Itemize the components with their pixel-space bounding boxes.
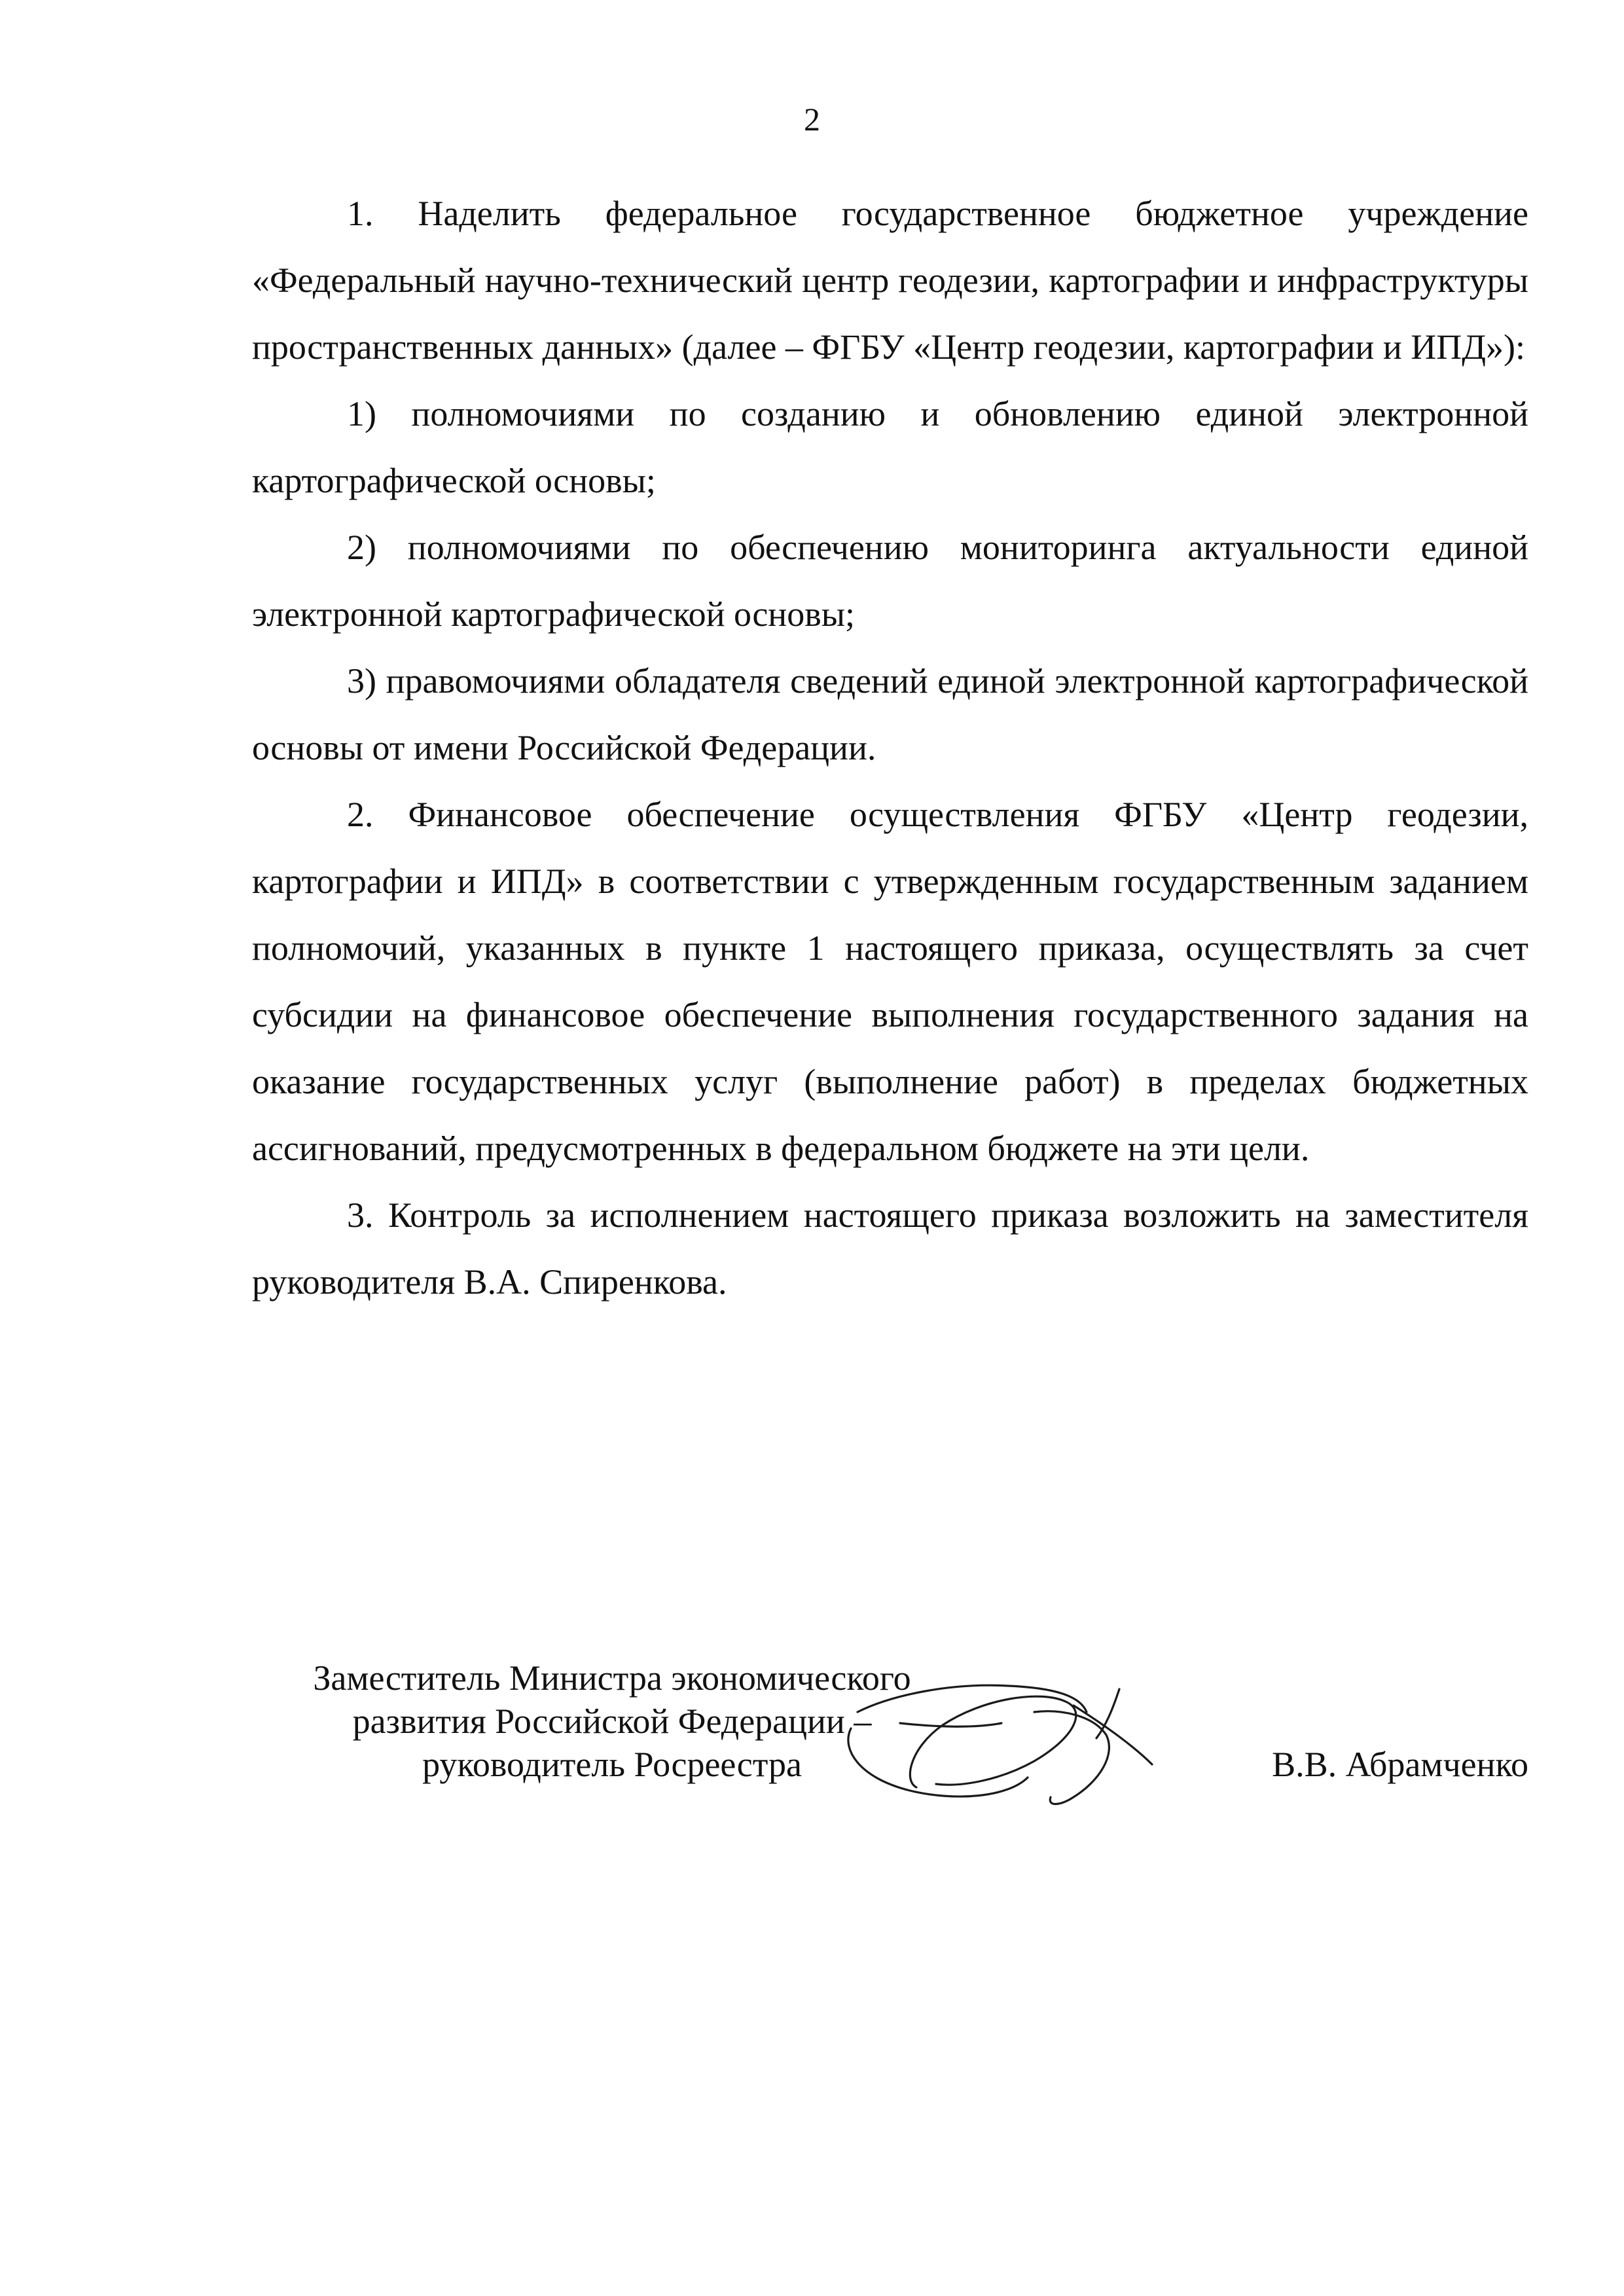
signatory-name: В.В. Абрамченко	[1272, 1745, 1528, 1784]
paragraph-subitem-2: 2) полномочиями по обеспечению мониторинга актуальности единой электронной картографической основы;	[252, 528, 1528, 634]
paragraph-subitem-1: 1) полномочиями по созданию и обновлению единой электронной картографической основы;	[252, 394, 1528, 500]
page-number: 2	[804, 101, 820, 137]
signatory-title-line-2: развития Российской Федерации –	[352, 1702, 872, 1741]
paragraph-item-3: 3. Контроль за исполнением настоящего приказа возложить на заместителя руководителя В.А. Спиренкова.	[252, 1195, 1528, 1302]
paragraph-item-2: 2. Финансовое обеспечение осуществления ФГБУ «Центр геодезии, картографии и ИПД» в соответствии с утвержденным государственным заданием полномочий, указанных в пункте 1 настоящего приказа, осуществлять за счет субсидии на финансовое обеспечение выполнения государственного задания на оказание государственных услуг (выполнение работ) в пределах бюджетных ассигнований, предусмотренных в федеральном бюджете на эти цели.	[252, 795, 1528, 1168]
paragraph-subitem-3: 3) правомочиями обладателя сведений единой электронной картографической основы от имени Российской Федерации.	[252, 661, 1528, 767]
signatory-title-line-1: Заместитель Министра экономического	[313, 1658, 911, 1698]
paragraph-item-1: 1. Наделить федеральное государственное бюджетное учреждение «Федеральный научно-технический центр геодезии, картографии и инфраструктуры пространственных данных» (далее – ФГБУ «Центр геодезии, картографии и ИПД»):	[252, 194, 1528, 367]
signatory-title-line-3: руководитель Росреестра	[422, 1745, 802, 1784]
document-body	[252, 180, 1528, 1315]
handwritten-signature	[838, 1650, 1178, 1827]
